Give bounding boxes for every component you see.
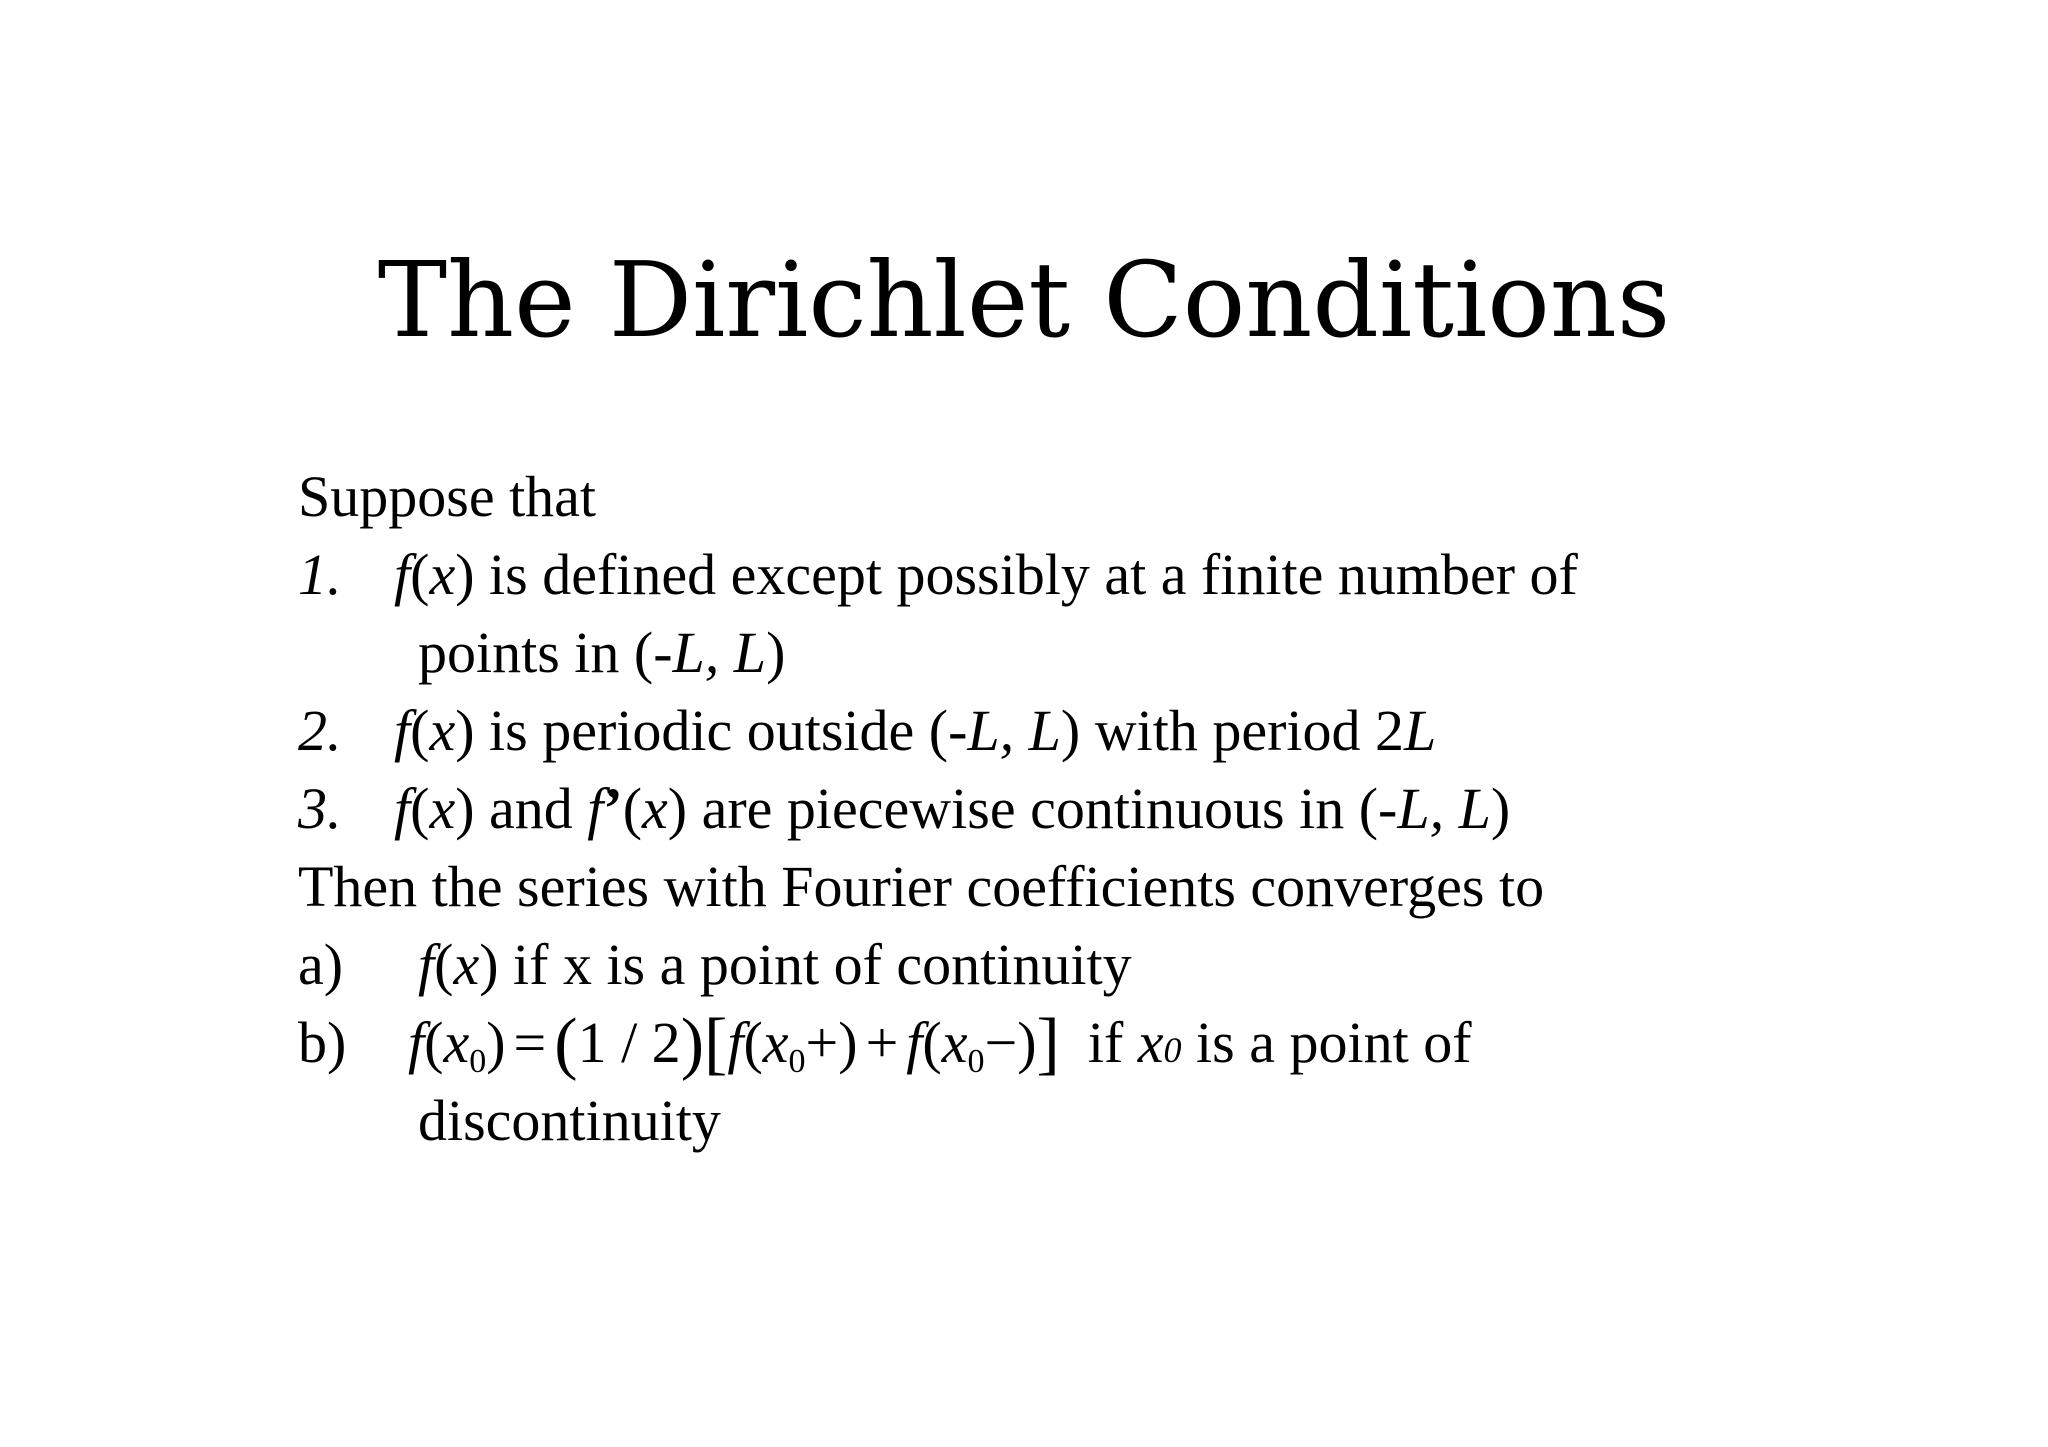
condition-text: f(x) and f’(x) are piecewise continuous in (-L, L) bbox=[394, 776, 1511, 841]
intro-line bbox=[298, 458, 1848, 536]
variable-symbol: x bbox=[429, 698, 456, 763]
formula-condition-text: if x0 is a point of bbox=[1087, 1010, 1472, 1075]
then-text: Then the series with Fourier coefficients converges to bbox=[298, 854, 1545, 919]
continuation-text: points in (-L, L) bbox=[418, 620, 786, 685]
function-symbol: f bbox=[394, 542, 411, 607]
result-letter: a) bbox=[298, 932, 344, 997]
condition-number: 2. bbox=[298, 698, 342, 763]
function-symbol: f bbox=[587, 776, 604, 841]
result-b bbox=[298, 1004, 1848, 1082]
result-b-continuation bbox=[298, 1082, 1848, 1160]
jump-average-formula: $f(x_0) = (1 / 2)[f(x_0+) + f(x_0-)]$ if x0 is a point of bbox=[408, 1005, 1472, 1082]
variable-symbol: x bbox=[429, 776, 456, 841]
condition-1 bbox=[298, 536, 1848, 614]
result-a bbox=[298, 926, 1848, 1004]
then-line bbox=[298, 848, 1848, 926]
variable-symbol: x bbox=[642, 776, 668, 841]
function-symbol: f bbox=[394, 698, 411, 763]
slide-body bbox=[298, 458, 1848, 1160]
variable-symbol: x bbox=[453, 932, 480, 997]
slide-title: The Dirichlet Conditions bbox=[377, 239, 1671, 361]
condition-number: 3. bbox=[298, 776, 342, 841]
condition-2 bbox=[298, 692, 1848, 770]
function-symbol: f bbox=[394, 776, 411, 841]
function-symbol: f bbox=[418, 932, 435, 997]
condition-1-continuation bbox=[298, 614, 1848, 692]
condition-text: f(x) is defined except possibly at a finite number of bbox=[394, 542, 1578, 607]
prime-symbol: ’ bbox=[603, 776, 623, 841]
result-text: f(x) if x is a point of continuity bbox=[418, 932, 1132, 997]
variable-symbol: x bbox=[429, 542, 456, 607]
condition-number: 1. bbox=[298, 542, 342, 607]
intro-text: Suppose that bbox=[298, 464, 597, 529]
condition-3 bbox=[298, 770, 1848, 848]
condition-text: f(x) is periodic outside (-L, L) with period 2L bbox=[394, 698, 1437, 763]
continuation-text: discontinuity bbox=[418, 1088, 721, 1153]
result-letter: b) bbox=[298, 1010, 347, 1075]
